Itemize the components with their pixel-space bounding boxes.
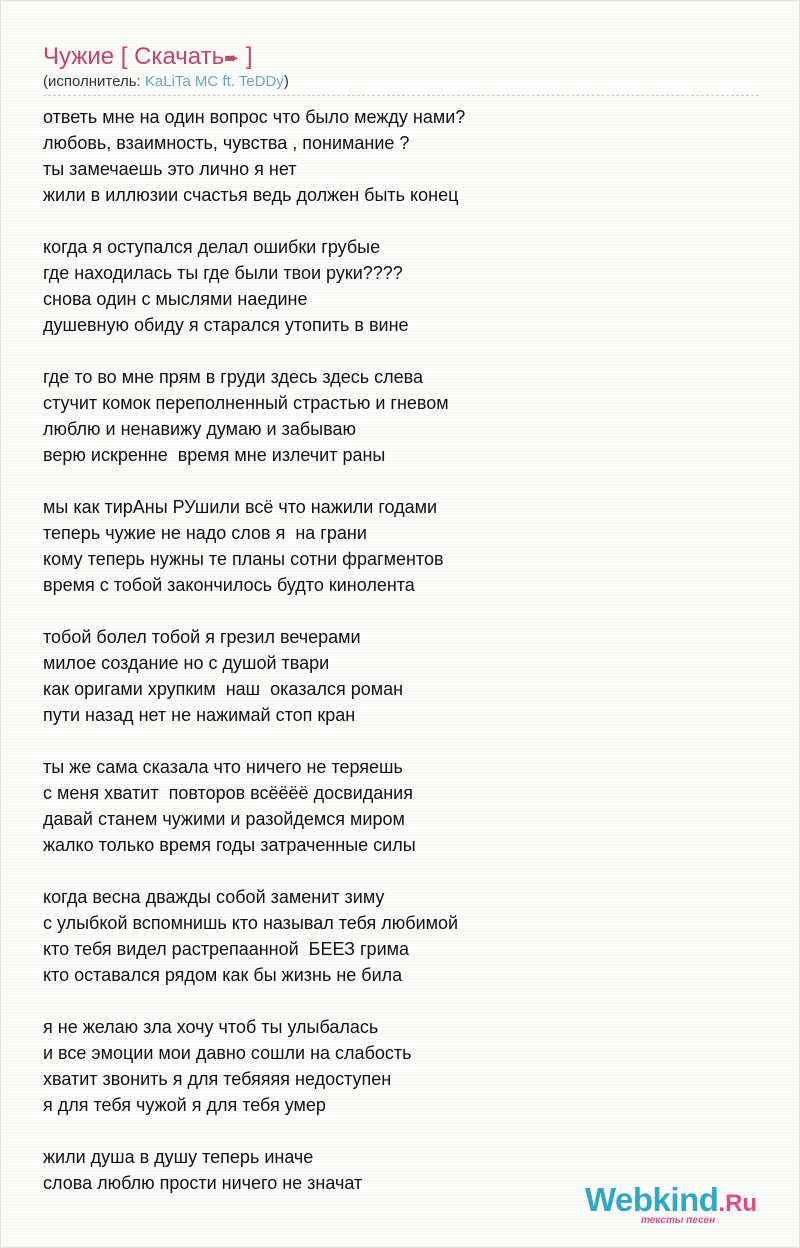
- header-divider: [43, 95, 759, 96]
- lyric-line: пути назад нет не нажимай стоп кран: [43, 705, 356, 725]
- logo-tld: .Ru: [718, 1190, 758, 1217]
- lyric-line: когда весна дважды собой заменит зиму: [43, 887, 385, 907]
- lyric-line: стучит комок переполненный страстью и гневом: [43, 393, 449, 413]
- stanza-gap: [43, 858, 465, 884]
- lyric-line: хватит звонить я для тебяяяя недоступен: [43, 1069, 392, 1089]
- lyric-line: ты замечаешь это лично я нет: [43, 159, 297, 179]
- artist-suffix: ): [283, 73, 289, 90]
- lyric-line: время с тобой закончилось будто кинолента: [43, 575, 415, 595]
- lyric-line: тобой болел тобой я грезил вечерами: [43, 627, 361, 647]
- lyric-line: жили душа в душу теперь иначе: [43, 1147, 314, 1167]
- lyric-line: ты же сама сказала что ничего не теряешь: [43, 757, 403, 777]
- lyric-line: давай станем чужими и разойдемся миром: [43, 809, 405, 829]
- lyric-line: любовь, взаимность, чувства , понимание ?: [43, 133, 410, 153]
- stanza-gap: [43, 208, 465, 234]
- stanza-gap: [43, 728, 465, 754]
- lyric-line: кто тебя видел растрепаанной БЕЕЗ грима: [43, 939, 410, 959]
- stanza-gap: [43, 1118, 465, 1144]
- lyrics-text: [43, 104, 465, 1196]
- webkind-logo[interactable]: [585, 1181, 758, 1226]
- stanza-gap: [43, 338, 465, 364]
- lyric-line: ответь мне на один вопрос что было между нами?: [43, 107, 466, 127]
- lyric-line: теперь чужие не надо слов я на грани: [43, 523, 367, 543]
- lyric-line: мы как тирАны РУшили всё что нажили годами: [43, 497, 438, 517]
- lyric-line: я для тебя чужой я для тебя умер: [43, 1095, 326, 1115]
- stanza-gap: [43, 468, 465, 494]
- lyric-line: когда я оступался делал ошибки грубые: [43, 237, 381, 257]
- bracket-close: ]: [245, 43, 253, 70]
- lyric-line: люблю и ненавижу думаю и забываю: [43, 419, 356, 439]
- download-label: Скачать: [134, 43, 225, 70]
- song-title-header: [43, 43, 253, 71]
- artist-prefix: (исполнитель:: [43, 73, 145, 90]
- lyric-line: кому теперь нужны те планы сотни фрагментов: [43, 549, 444, 569]
- lyric-line: кто оставался рядом как бы жизнь не била: [43, 965, 403, 985]
- lyric-line: с улыбкой вспомнишь кто называл тебя любимой: [43, 913, 459, 933]
- download-arrow-icon: ➨: [224, 48, 240, 68]
- lyric-line: и все эмоции мои давно сошли на слабость: [43, 1043, 412, 1063]
- lyric-line: верю искренне время мне излечит раны: [43, 445, 386, 465]
- lyric-line: я не желаю зла хочу чтоб ты улыбалась: [43, 1017, 379, 1037]
- lyric-line: жили в иллюзии счастья ведь должен быть конец: [43, 185, 459, 205]
- download-link[interactable]: [134, 43, 239, 70]
- artist-name-link[interactable]: KaLiTa MC ft. TeDDy: [144, 73, 284, 90]
- song-title: Чужие: [43, 43, 115, 70]
- bracket-open: [: [120, 43, 128, 70]
- lyric-line: слова люблю прости ничего не значат: [43, 1173, 363, 1193]
- stanza-gap: [43, 988, 465, 1014]
- lyric-line: где то во мне прям в груди здесь здесь слева: [43, 367, 423, 387]
- lyric-line: с меня хватит повторов всёёёё досвидания: [43, 783, 413, 803]
- lyric-line: как оригами хрупким наш оказался роман: [43, 679, 404, 699]
- lyric-line: душевную обиду я старался утопить в вине: [43, 315, 409, 335]
- lyric-line: снова один с мыслями наедине: [43, 289, 308, 309]
- logo-brand: Webkind: [585, 1181, 719, 1218]
- artist-line: [43, 73, 289, 90]
- lyric-line: где находилась ты где были твои руки????: [43, 263, 403, 283]
- stanza-gap: [43, 598, 465, 624]
- logo-tagline: тексты песен: [641, 1215, 716, 1226]
- lyric-line: жалко только время годы затраченные силы: [43, 835, 416, 855]
- lyric-line: милое создание но с душой твари: [43, 653, 330, 673]
